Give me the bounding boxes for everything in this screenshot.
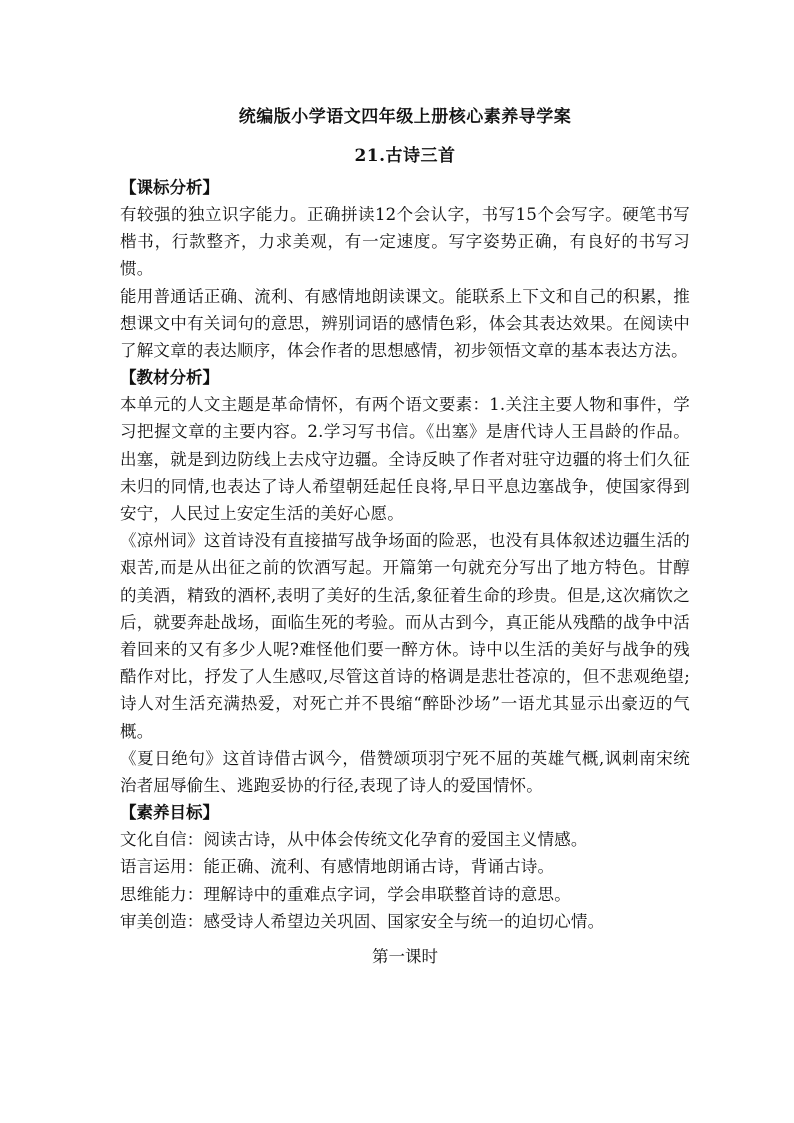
goal-item: 思维能力：理解诗中的重难点字词，学会串联整首诗的意思。 <box>120 884 571 904</box>
goals-section <box>120 799 690 935</box>
curriculum-paragraph: 有较强的独立识字能力。正确拼读12个会认字，书写15个会写字。硬笔书写楷书，行款整齐，力求美观，有一定速度。写字姿势正确，有良好的书写习惯。 <box>120 205 690 279</box>
curriculum-heading: 【课标分析】 <box>120 178 219 197</box>
textbook-section <box>120 364 690 799</box>
goal-item: 审美创造：感受诗人希望边关巩固、国家安全与统一的迫切心情。 <box>120 911 605 931</box>
curriculum-section <box>120 174 690 364</box>
document-body <box>120 105 690 969</box>
lesson-title: 21.古诗三首 <box>354 146 456 166</box>
textbook-paragraph: 《夏日绝句》这首诗借古讽今，借赞颂项羽宁死不屈的英雄气概,讽刺南宋统治者屈辱偷生、逃跑妥协的行径,表现了诗人的爱国情怀。 <box>120 748 690 796</box>
period-title: 第一课时 <box>372 947 438 967</box>
textbook-paragraph: 本单元的人文主题是革命情怀，有两个语文要素：1.关注主要人物和事件，学习把握文章的主要内容。2.学习写书信。《出塞》是唐代诗人王昌龄的作品。出塞，就是到边防线上去戍守边疆。全诗反映了作者对驻守边疆的将士们久征未归的同情,也表达了诗人希望朝廷起任良将,早日平息边塞战争，使国家得到安宁，人民过上安定生活的美好心愿。 <box>120 395 690 524</box>
document-title: 统编版小学语文四年级上册核心素养导学案 <box>238 107 572 127</box>
textbook-heading: 【教材分析】 <box>120 368 219 388</box>
textbook-paragraph: 《凉州词》这首诗没有直接描写战争场面的险恶，也没有具体叙述边疆生活的艰苦,而是从出征之前的饮酒写起。开篇第一句就充分写出了地方特色。甘醇的美酒，精致的酒杯,表明了美好的生活,象征着生命的珍贵。但是,这次痛饮之后，就要奔赴战场，面临生死的考验。而从古到今，真正能从残酷的战争中活着回来的又有多少人呢?难怪他们要一醉方休。诗中以生活的美好与战争的残酷作对比，抒发了人生感叹,尽管这首诗的格调是悲壮苍凉的，但不悲观绝望;诗人对生活充满热爱，对死亡并不畏缩“醉卧沙场”一语尤其显示出豪迈的气概。 <box>120 531 690 741</box>
goal-item: 语言运用：能正确、流利、有感情地朗诵古诗，背诵古诗。 <box>120 857 555 877</box>
curriculum-paragraph: 能用普通话正确、流利、有感情地朗读课文。能联系上下文和自己的积累，推想课文中有关词句的意思，辨别词语的感情色彩，体会其表达效果。在阅读中了解文章的表达顺序，体会作者的思想感情，初步领悟文章的基本表达方法。 <box>120 286 690 361</box>
goal-item: 文化自信：阅读古诗，从中体会传统文化孕育的爱国主义情感。 <box>120 830 588 850</box>
goals-heading: 【素养目标】 <box>120 803 219 823</box>
